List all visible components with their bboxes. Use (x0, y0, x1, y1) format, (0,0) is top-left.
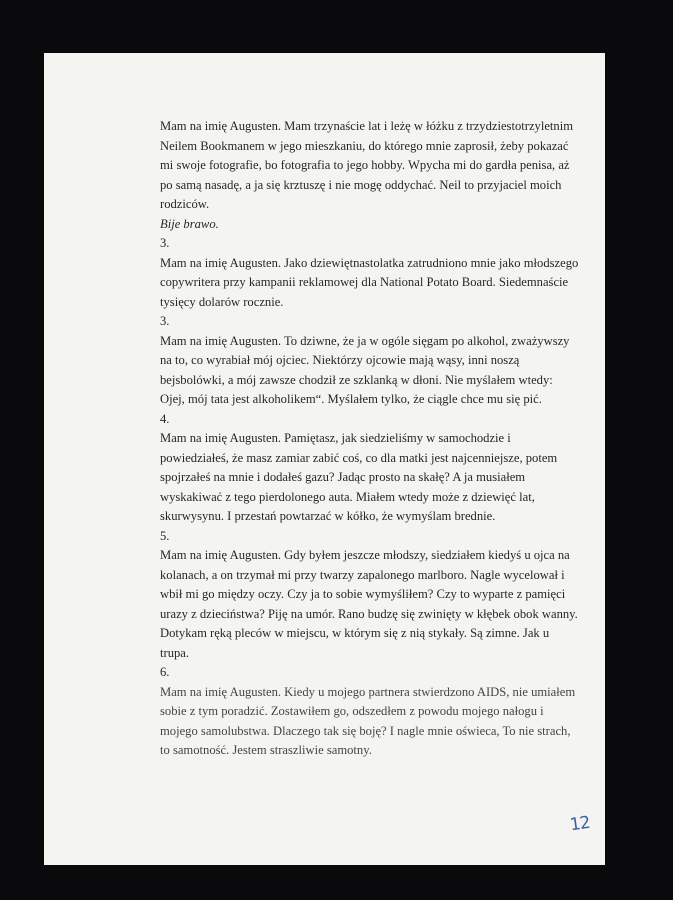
paragraph-4: Mam na imię Augusten. Pamiętasz, jak siedzieliśmy w samochodzie i powiedziałeś, że masz zamiar zabić coś, co dla matki jest najcenniejsze, potem spojrzałeś na mnie i dodałeś gazu? Jadąc prosto na skałę? A ja musiałem wyskakiwać z tego pierdolonego auta. Miałem wtedy może z dziewięć lat, skurwysynu. I przestań powtarzać w kółko, że wymyślam brednie. (160, 431, 558, 523)
section-number: 5. (160, 528, 170, 543)
paragraph-1: Mam na imię Augusten. Mam trzynaście lat i leżę w łóżku z trzydziestotrzyletnim Neilem Bookmanem w jego mieszkaniu, do którego mnie zaprosił, żeby pokazać mi swoje fotografie, bo fotografia to jego hobby. Wpycha mi do gardła penisa, aż po samą nasadę, a ja się krztuszę i nie mogę oddychać. Neil to przyjaciel moich rodziców. (160, 119, 574, 211)
document-page (44, 53, 605, 865)
section-number: 4. (160, 411, 170, 426)
section-number: 6. (160, 665, 170, 679)
paragraph-3: Mam na imię Augusten. To dziwne, że ja w ogóle sięgam po alkohol, zważywszy na to, co wyrabiał mój ojciec. Niektórzy ojcowie mają wąsy, inni noszą bejsbolówki, a mój zawsze chodził ze szklanką w dłoni. Nie myślałem wtedy: Ojej, mój tata jest alkoholikem“. Myślałem tylko, że ciągle chce mu się pić. (160, 333, 570, 406)
body-text (160, 117, 580, 761)
paragraph-applause: Bije brawo. (160, 216, 219, 231)
paragraph-6: Mam na imię Augusten. Kiedy u mojego partnera stwierdzono AIDS, nie umiałem sobie z tym poradzić. Zostawiłem go, odszedłem z powodu mojego nałogu i mojego samolubstwa. Dlaczego tak się boję? I nagle mnie oświeca, To nie strach, to samotność. Jestem straszliwie samotny. (160, 684, 576, 757)
handwritten-page-number: 12 (568, 812, 591, 836)
section-number: 3. (160, 314, 170, 328)
section-number: 3. (160, 236, 170, 250)
paragraph-2: Mam na imię Augusten. Jako dziewiętnastolatka zatrudniono mnie jako młodszego copywritera przy kampanii reklamowej dla National Potato Board. Siedemnaście tysięcy dolarów rocznie. (160, 255, 579, 309)
paragraph-5: Mam na imię Augusten. Gdy byłem jeszcze młodszy, siedziałem kiedyś u ojca na kolanach, a on trzymał mi przy twarzy zapalonego marlboro. Nagle wycelował i wbił mi go między oczy. Czy ja to sobie wymyśliłem? Czy to wyparte z pamięci urazy z dzieciństwa? Piję na umór. Rano budzę się zwinięty w kłębek obok wanny. Dotykam ręką pleców w miejscu, w którym się z nią stykały. Są zimne. Jak u trupa. (160, 548, 578, 660)
